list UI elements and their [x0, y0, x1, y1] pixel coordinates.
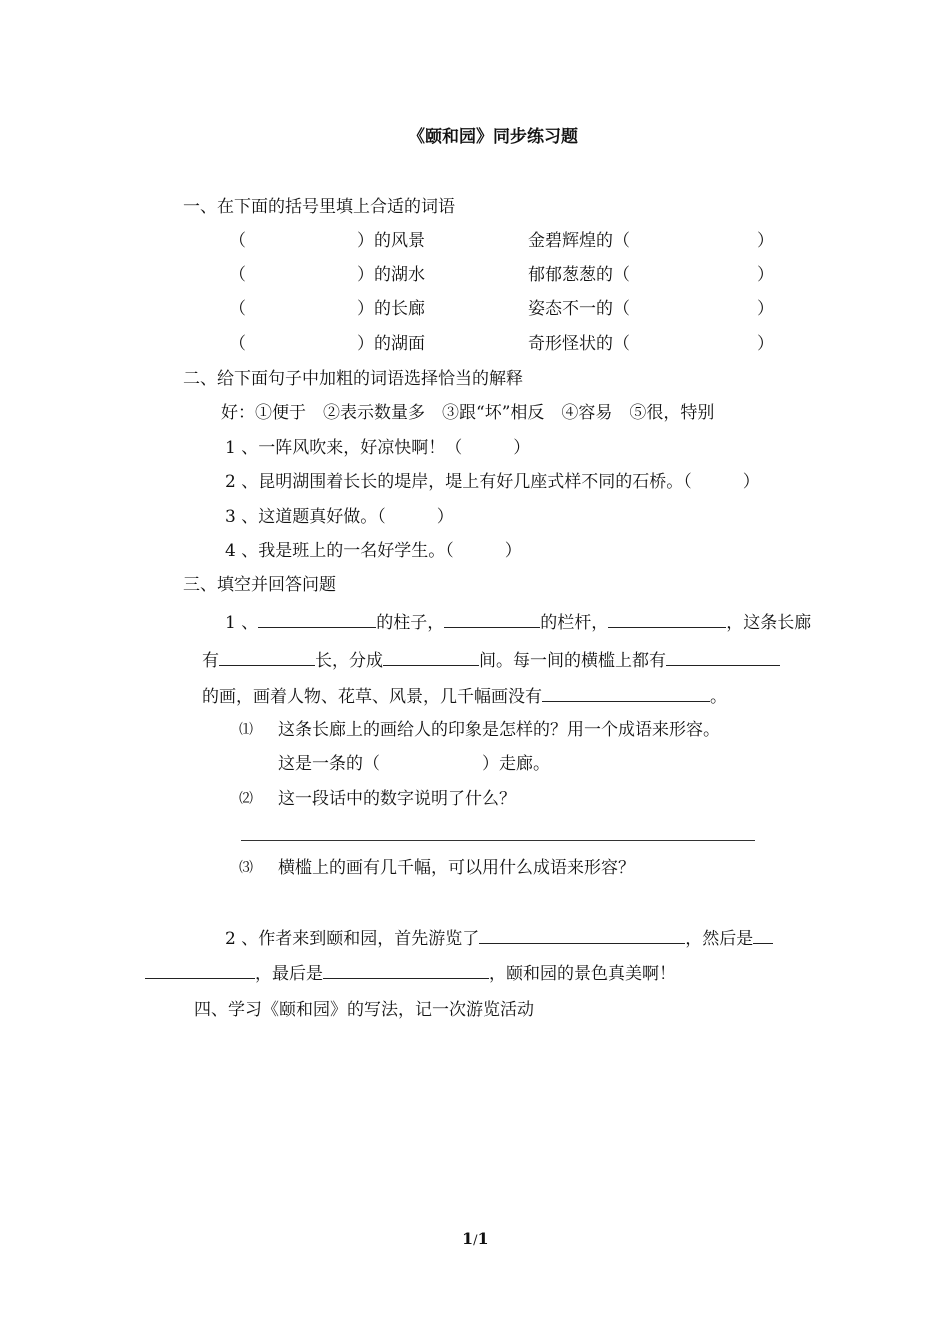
blank-line[interactable]	[753, 925, 773, 944]
s3-p1-l1-b: 的柱子，	[376, 613, 445, 633]
s3-p2-l2-a: ，最后是	[255, 964, 323, 984]
s1-row1-left-open: （	[229, 231, 246, 251]
s3-p2-l1-b: ，然后是	[685, 929, 754, 949]
s1-row3-left-open: （	[229, 299, 246, 319]
s1-row2-right-prefix: 郁郁葱葱的（	[528, 265, 630, 285]
blank-line[interactable]	[479, 925, 685, 944]
s2-item-2: 2 、昆明湖围着长长的堤岸，堤上有好几座式样不同的石桥。（ ）	[225, 472, 760, 492]
s1-row4-right-close: ）	[757, 334, 774, 354]
s1-row3-right-prefix: 姿态不一的（	[528, 299, 630, 319]
blank-line[interactable]	[444, 609, 540, 628]
s3-p1-l2-c: 间。每一间的横槛上都有	[479, 651, 666, 671]
s1-row2-right-close: ）	[757, 265, 774, 285]
blank-line[interactable]	[383, 647, 479, 666]
s3-p2-line1	[225, 925, 773, 951]
s2-item-3: 3 、这道题真好做。（ ）	[225, 507, 454, 527]
s3-q2-text: 这一段话中的数字说明了什么？	[278, 789, 516, 809]
s3-p1-line2	[202, 647, 780, 673]
s2-options: 好：①便于 ②表示数量多 ③跟“坏”相反 ④容易 ⑤很，特别	[221, 403, 715, 423]
s3-p1-l3-b: 。	[710, 687, 727, 707]
page-separator: /	[473, 1233, 478, 1248]
page-current: 1	[462, 1229, 474, 1248]
s3-p2-line2	[145, 960, 676, 986]
s3-q1-text: 这条长廊上的画给人的印象是怎样的？用一个成语来形容。	[278, 720, 720, 740]
page-title: 《颐和园》同步练习题	[408, 127, 578, 147]
blank-line[interactable]	[666, 647, 780, 666]
s3-p1-line3	[202, 683, 727, 709]
blank-line[interactable]	[258, 609, 376, 628]
s1-row1-right-prefix: 金碧辉煌的（	[528, 231, 630, 251]
s1-row4-left-open: （	[229, 334, 246, 354]
s3-p1-line1	[225, 609, 811, 635]
s3-p1-l1-c: 的栏杆，	[540, 613, 609, 633]
blank-line[interactable]	[608, 609, 726, 628]
blank-line[interactable]	[219, 647, 315, 666]
s3-q2-number: ⑵	[239, 791, 253, 807]
s3-q1-number: ⑴	[239, 722, 253, 738]
s1-row3-right-close: ）	[757, 299, 774, 319]
s1-row1-right-close: ）	[757, 231, 774, 251]
page-number	[462, 1227, 489, 1253]
s3-q3-number: ⑶	[239, 860, 253, 876]
s2-item-1: 1 、一阵风吹来，好凉快啊！（ ）	[225, 438, 531, 458]
s3-p1-l1-d: ，这条长廊	[726, 613, 812, 633]
section-3-heading: 三、填空并回答问题	[183, 575, 336, 595]
section-2-heading: 二、给下面句子中加粗的词语选择恰当的解释	[183, 369, 523, 389]
s1-row2-left-open: （	[229, 265, 246, 285]
blank-line[interactable]	[145, 960, 255, 979]
s3-p1-l2-b: 长，分成	[315, 651, 383, 671]
s1-row1-left-suffix: ）的风景	[357, 231, 425, 251]
blank-line[interactable]	[542, 683, 710, 702]
s3-p1-l3-a: 的画，画着人物、花草、风景，几千幅画没有	[202, 687, 542, 707]
s3-p1-l1-a: 1 、	[225, 613, 259, 633]
s3-q2-answer-line[interactable]	[241, 840, 755, 841]
s1-row3-left-suffix: ）的长廊	[357, 299, 425, 319]
s3-p2-l1-a: 2 、作者来到颐和园，首先游览了	[225, 929, 480, 949]
s3-p2-l2-b: ，颐和园的景色真美啊！	[489, 964, 676, 984]
s1-row2-left-suffix: ）的湖水	[357, 265, 425, 285]
s3-p1-l2-a: 有	[202, 651, 219, 671]
s2-item-4: 4 、我是班上的一名好学生。（ ）	[225, 541, 522, 561]
page-total: 1	[477, 1229, 489, 1248]
s3-q3-text: 横槛上的画有几千幅，可以用什么成语来形容？	[278, 858, 635, 878]
s1-row4-left-suffix: ）的湖面	[357, 334, 425, 354]
section-4-heading: 四、学习《颐和园》的写法，记一次游览活动	[194, 1000, 534, 1020]
section-1-heading: 一、在下面的括号里填上合适的词语	[183, 197, 455, 217]
s3-q1-answer: 这是一条的（ ）走廊。	[278, 754, 550, 774]
s1-row4-right-prefix: 奇形怪状的（	[528, 334, 630, 354]
blank-line[interactable]	[323, 960, 489, 979]
